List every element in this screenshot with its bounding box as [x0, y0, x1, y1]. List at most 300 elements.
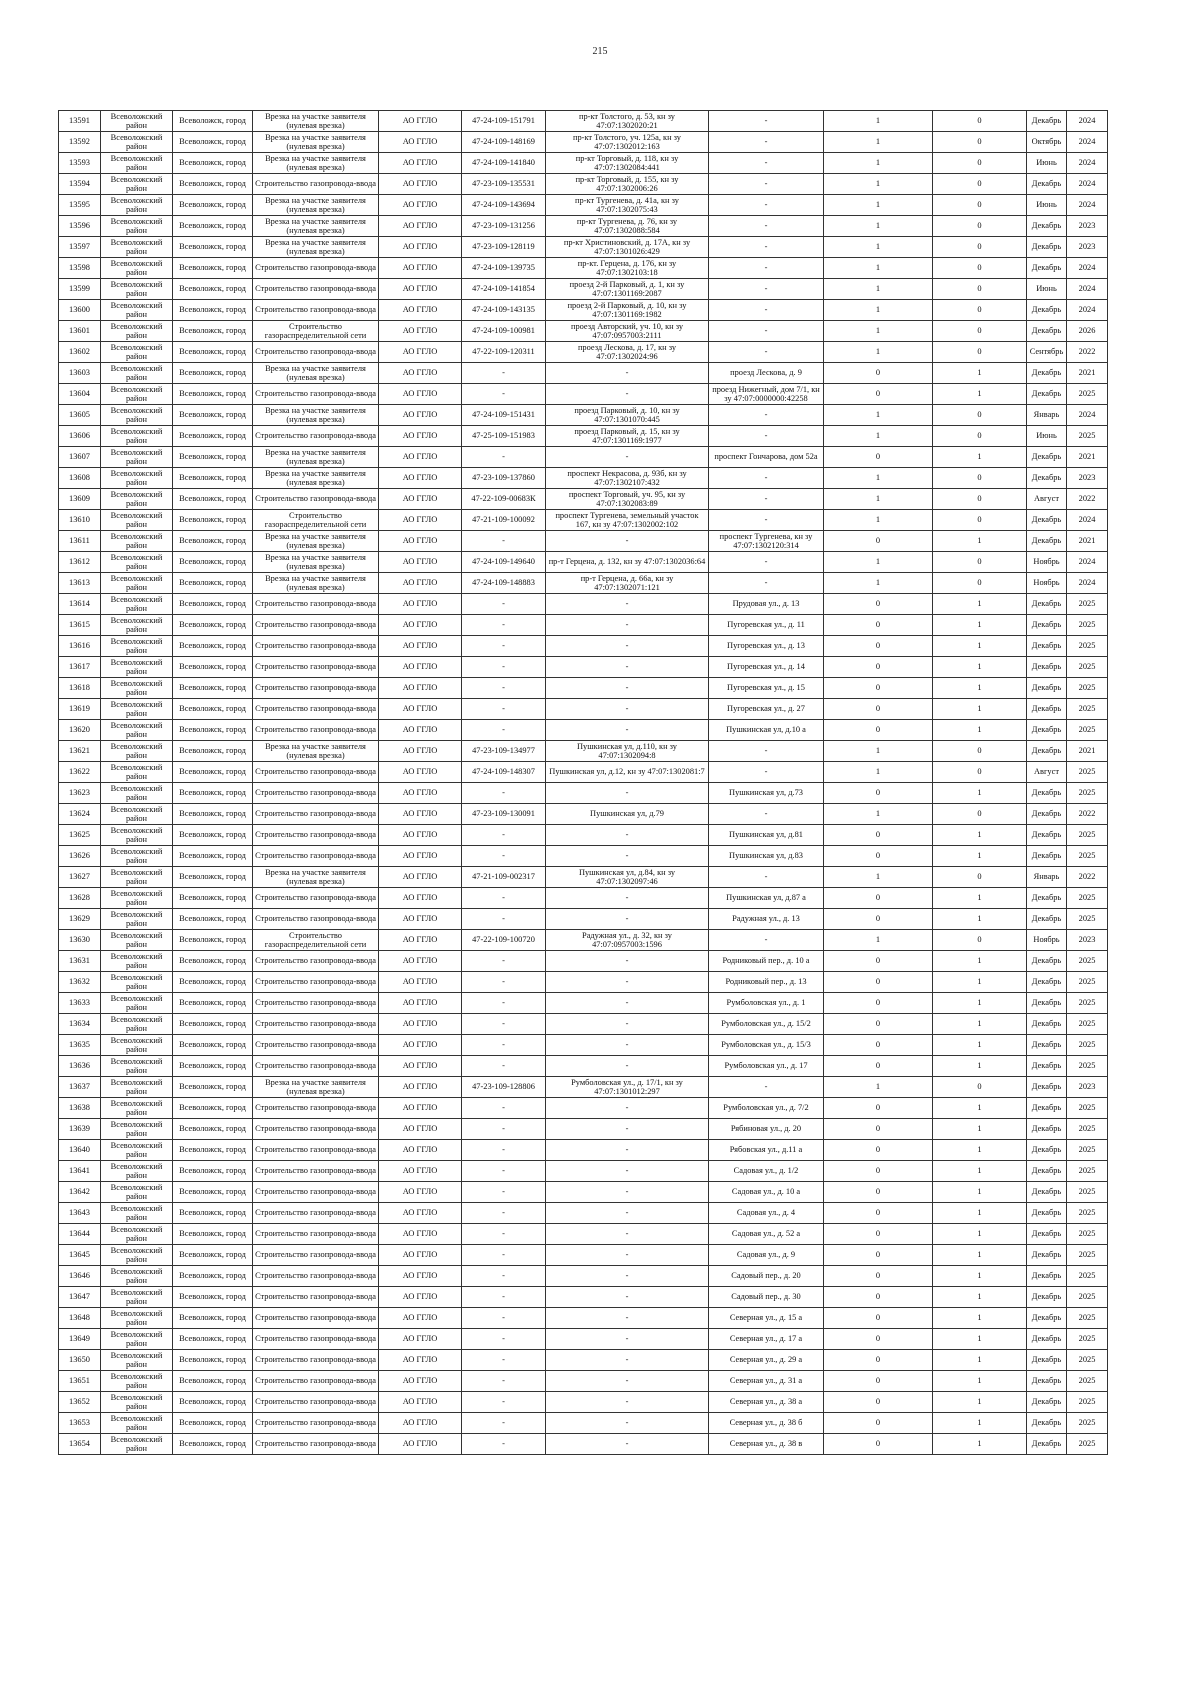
month-cell: Декабрь	[1027, 1056, 1067, 1077]
work-type-cell: Строительство газопровода-ввода	[253, 888, 379, 909]
application-number-cell: -	[462, 1245, 546, 1266]
count-b-cell: 1	[933, 447, 1027, 468]
organization-cell: АО ГГЛО	[379, 1056, 462, 1077]
count-b-cell: 1	[933, 1035, 1027, 1056]
row-number-cell: 13594	[59, 174, 101, 195]
object-address-cell: -	[709, 258, 824, 279]
organization-cell: АО ГГЛО	[379, 783, 462, 804]
object-address-cell: -	[709, 552, 824, 573]
organization-cell: АО ГГЛО	[379, 426, 462, 447]
applicant-address-cell: -	[546, 1140, 709, 1161]
district-cell: Всеволожский район	[101, 1308, 173, 1329]
applicant-address-cell: -	[546, 1329, 709, 1350]
month-cell: Декабрь	[1027, 1350, 1067, 1371]
applicant-address-cell: -	[546, 1371, 709, 1392]
count-b-cell: 1	[933, 1371, 1027, 1392]
applicant-address-cell: пр-кт Торговый, д. 155, кн зу 47:07:1302006:26	[546, 174, 709, 195]
application-number-cell: 47-24-109-151791	[462, 111, 546, 132]
count-b-cell: 0	[933, 804, 1027, 825]
settlement-cell: Всеволожск, город	[173, 636, 253, 657]
application-number-cell: -	[462, 1161, 546, 1182]
object-address-cell: Румболовская ул., д. 15/2	[709, 1014, 824, 1035]
count-a-cell: 1	[824, 132, 933, 153]
settlement-cell: Всеволожск, город	[173, 909, 253, 930]
object-address-cell: Северная ул., д. 31 а	[709, 1371, 824, 1392]
application-number-cell: -	[462, 657, 546, 678]
organization-cell: АО ГГЛО	[379, 1266, 462, 1287]
settlement-cell: Всеволожск, город	[173, 342, 253, 363]
district-cell: Всеволожский район	[101, 1035, 173, 1056]
year-cell: 2021	[1067, 447, 1108, 468]
count-b-cell: 0	[933, 216, 1027, 237]
settlement-cell: Всеволожск, город	[173, 279, 253, 300]
organization-cell: АО ГГЛО	[379, 1203, 462, 1224]
count-b-cell: 0	[933, 489, 1027, 510]
work-type-cell: Строительство газопровода-ввода	[253, 1182, 379, 1203]
applicant-address-cell: Радужная ул., д. 32, кн зу 47:07:0957003:1596	[546, 930, 709, 951]
count-a-cell: 0	[824, 888, 933, 909]
applicant-address-cell: пр-т Герцена, д. 132, кн зу 47:07:1302036:64	[546, 552, 709, 573]
settlement-cell: Всеволожск, город	[173, 1308, 253, 1329]
table-row	[59, 1077, 1108, 1098]
work-type-cell: Строительство газопровода-ввода	[253, 1035, 379, 1056]
organization-cell: АО ГГЛО	[379, 531, 462, 552]
count-a-cell: 1	[824, 552, 933, 573]
table-row	[59, 867, 1108, 888]
settlement-cell: Всеволожск, город	[173, 468, 253, 489]
district-cell: Всеволожский район	[101, 174, 173, 195]
year-cell: 2025	[1067, 1308, 1108, 1329]
organization-cell: АО ГГЛО	[379, 1119, 462, 1140]
application-number-cell: -	[462, 615, 546, 636]
row-number-cell: 13636	[59, 1056, 101, 1077]
table-row	[59, 741, 1108, 762]
settlement-cell: Всеволожск, город	[173, 972, 253, 993]
applicant-address-cell: Пушкинская ул, д.84, кн зу 47:07:1302097:46	[546, 867, 709, 888]
object-address-cell: Прудовая ул., д. 13	[709, 594, 824, 615]
district-cell: Всеволожский район	[101, 972, 173, 993]
district-cell: Всеволожский район	[101, 1161, 173, 1182]
district-cell: Всеволожский район	[101, 1056, 173, 1077]
year-cell: 2025	[1067, 1119, 1108, 1140]
organization-cell: АО ГГЛО	[379, 594, 462, 615]
organization-cell: АО ГГЛО	[379, 405, 462, 426]
object-address-cell: -	[709, 510, 824, 531]
applicant-address-cell: Пушкинская ул, д.12, кн зу 47:07:1302081:7	[546, 762, 709, 783]
work-type-cell: Строительство газопровода-ввода	[253, 1140, 379, 1161]
work-type-cell: Врезка на участке заявителя (нулевая врезка)	[253, 867, 379, 888]
settlement-cell: Всеволожск, город	[173, 594, 253, 615]
year-cell: 2025	[1067, 720, 1108, 741]
table-row	[59, 1350, 1108, 1371]
applicant-address-cell: пр-кт Толстого, уч. 125а, кн зу 47:07:1302012:163	[546, 132, 709, 153]
object-address-cell: проезд Нижегный, дом 7/1, кн зу 47:07:0000000:42258	[709, 384, 824, 405]
settlement-cell: Всеволожск, город	[173, 363, 253, 384]
year-cell: 2024	[1067, 279, 1108, 300]
district-cell: Всеволожский район	[101, 909, 173, 930]
application-number-cell: -	[462, 951, 546, 972]
year-cell: 2024	[1067, 111, 1108, 132]
count-b-cell: 1	[933, 888, 1027, 909]
count-a-cell: 0	[824, 951, 933, 972]
table-row	[59, 678, 1108, 699]
table-row	[59, 1266, 1108, 1287]
work-type-cell: Врезка на участке заявителя (нулевая врезка)	[253, 132, 379, 153]
applicant-address-cell: -	[546, 1182, 709, 1203]
application-number-cell: 47-24-109-139735	[462, 258, 546, 279]
work-type-cell: Строительство газопровода-ввода	[253, 720, 379, 741]
month-cell: Декабрь	[1027, 468, 1067, 489]
district-cell: Всеволожский район	[101, 405, 173, 426]
row-number-cell: 13648	[59, 1308, 101, 1329]
district-cell: Всеволожский район	[101, 363, 173, 384]
month-cell: Декабрь	[1027, 888, 1067, 909]
district-cell: Всеволожский район	[101, 951, 173, 972]
application-number-cell: -	[462, 909, 546, 930]
applicant-address-cell: -	[546, 594, 709, 615]
table-row	[59, 552, 1108, 573]
organization-cell: АО ГГЛО	[379, 321, 462, 342]
application-number-cell: 47-24-109-100981	[462, 321, 546, 342]
count-b-cell: 1	[933, 1350, 1027, 1371]
month-cell: Декабрь	[1027, 678, 1067, 699]
work-type-cell: Врезка на участке заявителя (нулевая врезка)	[253, 552, 379, 573]
application-number-cell: 47-23-109-134977	[462, 741, 546, 762]
application-number-cell: -	[462, 783, 546, 804]
count-a-cell: 0	[824, 825, 933, 846]
year-cell: 2025	[1067, 384, 1108, 405]
row-number-cell: 13629	[59, 909, 101, 930]
work-type-cell: Врезка на участке заявителя (нулевая врезка)	[253, 1077, 379, 1098]
work-type-cell: Строительство газораспределительной сети	[253, 510, 379, 531]
work-type-cell: Строительство газопровода-ввода	[253, 1245, 379, 1266]
work-type-cell: Строительство газопровода-ввода	[253, 993, 379, 1014]
table-row	[59, 1203, 1108, 1224]
organization-cell: АО ГГЛО	[379, 699, 462, 720]
application-number-cell: -	[462, 1119, 546, 1140]
year-cell: 2025	[1067, 1266, 1108, 1287]
district-cell: Всеволожский район	[101, 993, 173, 1014]
month-cell: Декабрь	[1027, 384, 1067, 405]
year-cell: 2024	[1067, 405, 1108, 426]
count-b-cell: 0	[933, 279, 1027, 300]
organization-cell: АО ГГЛО	[379, 657, 462, 678]
organization-cell: АО ГГЛО	[379, 1434, 462, 1455]
applicant-address-cell: проспект Торговый, уч. 95, кн зу 47:07:1302083:89	[546, 489, 709, 510]
month-cell: Декабрь	[1027, 993, 1067, 1014]
district-cell: Всеволожский район	[101, 678, 173, 699]
work-type-cell: Строительство газопровода-ввода	[253, 1098, 379, 1119]
month-cell: Декабрь	[1027, 300, 1067, 321]
applicant-address-cell: -	[546, 888, 709, 909]
month-cell: Декабрь	[1027, 1434, 1067, 1455]
organization-cell: АО ГГЛО	[379, 1371, 462, 1392]
applicant-address-cell: проезд Парковый, д. 10, кн зу 47:07:1301070:445	[546, 405, 709, 426]
count-a-cell: 1	[824, 279, 933, 300]
applicant-address-cell: -	[546, 909, 709, 930]
application-number-cell: 47-25-109-151983	[462, 426, 546, 447]
object-address-cell: Северная ул., д. 38 б	[709, 1413, 824, 1434]
district-cell: Всеволожский район	[101, 636, 173, 657]
year-cell: 2025	[1067, 615, 1108, 636]
table-row	[59, 615, 1108, 636]
table-row	[59, 489, 1108, 510]
work-type-cell: Строительство газопровода-ввода	[253, 1224, 379, 1245]
row-number-cell: 13606	[59, 426, 101, 447]
month-cell: Декабрь	[1027, 594, 1067, 615]
organization-cell: АО ГГЛО	[379, 804, 462, 825]
object-address-cell: Садовая ул., д. 1/2	[709, 1161, 824, 1182]
month-cell: Декабрь	[1027, 825, 1067, 846]
applicant-address-cell: -	[546, 1056, 709, 1077]
count-a-cell: 1	[824, 510, 933, 531]
month-cell: Октябрь	[1027, 132, 1067, 153]
object-address-cell: -	[709, 279, 824, 300]
applicant-address-cell: -	[546, 699, 709, 720]
application-number-cell: 47-24-109-143694	[462, 195, 546, 216]
count-b-cell: 0	[933, 111, 1027, 132]
row-number-cell: 13640	[59, 1140, 101, 1161]
object-address-cell: -	[709, 930, 824, 951]
month-cell: Декабрь	[1027, 699, 1067, 720]
organization-cell: АО ГГЛО	[379, 741, 462, 762]
year-cell: 2021	[1067, 741, 1108, 762]
month-cell: Декабрь	[1027, 1371, 1067, 1392]
count-a-cell: 0	[824, 993, 933, 1014]
organization-cell: АО ГГЛО	[379, 951, 462, 972]
month-cell: Ноябрь	[1027, 573, 1067, 594]
object-address-cell: Румболовская ул., д. 17	[709, 1056, 824, 1077]
application-number-cell: -	[462, 1392, 546, 1413]
application-number-cell: -	[462, 1413, 546, 1434]
application-number-cell: -	[462, 888, 546, 909]
count-a-cell: 0	[824, 1266, 933, 1287]
object-address-cell: Пугоревская ул., д. 13	[709, 636, 824, 657]
organization-cell: АО ГГЛО	[379, 1224, 462, 1245]
work-type-cell: Строительство газопровода-ввода	[253, 762, 379, 783]
object-address-cell: Рябовская ул., д.11 а	[709, 1140, 824, 1161]
district-cell: Всеволожский район	[101, 1350, 173, 1371]
application-number-cell: -	[462, 1140, 546, 1161]
row-number-cell: 13634	[59, 1014, 101, 1035]
object-address-cell: Румболовская ул., д. 15/3	[709, 1035, 824, 1056]
table-row	[59, 636, 1108, 657]
month-cell: Декабрь	[1027, 1035, 1067, 1056]
application-number-cell: 47-23-109-128806	[462, 1077, 546, 1098]
count-b-cell: 0	[933, 468, 1027, 489]
work-type-cell: Строительство газопровода-ввода	[253, 783, 379, 804]
table-row	[59, 594, 1108, 615]
settlement-cell: Всеволожск, город	[173, 1371, 253, 1392]
work-type-cell: Строительство газопровода-ввода	[253, 846, 379, 867]
count-b-cell: 1	[933, 1266, 1027, 1287]
settlement-cell: Всеволожск, город	[173, 1392, 253, 1413]
year-cell: 2025	[1067, 1371, 1108, 1392]
year-cell: 2021	[1067, 531, 1108, 552]
row-number-cell: 13628	[59, 888, 101, 909]
applicant-address-cell: -	[546, 615, 709, 636]
year-cell: 2024	[1067, 174, 1108, 195]
count-b-cell: 1	[933, 678, 1027, 699]
work-type-cell: Строительство газопровода-ввода	[253, 636, 379, 657]
count-a-cell: 1	[824, 258, 933, 279]
settlement-cell: Всеволожск, город	[173, 531, 253, 552]
month-cell: Декабрь	[1027, 363, 1067, 384]
row-number-cell: 13641	[59, 1161, 101, 1182]
district-cell: Всеволожский район	[101, 762, 173, 783]
row-number-cell: 13592	[59, 132, 101, 153]
row-number-cell: 13605	[59, 405, 101, 426]
work-type-cell: Врезка на участке заявителя (нулевая врезка)	[253, 363, 379, 384]
application-number-cell: -	[462, 1098, 546, 1119]
row-number-cell: 13609	[59, 489, 101, 510]
year-cell: 2025	[1067, 1056, 1108, 1077]
organization-cell: АО ГГЛО	[379, 132, 462, 153]
work-type-cell: Врезка на участке заявителя (нулевая врезка)	[253, 153, 379, 174]
organization-cell: АО ГГЛО	[379, 468, 462, 489]
work-type-cell: Врезка на участке заявителя (нулевая врезка)	[253, 237, 379, 258]
count-a-cell: 1	[824, 489, 933, 510]
work-type-cell: Строительство газопровода-ввода	[253, 1266, 379, 1287]
district-cell: Всеволожский район	[101, 867, 173, 888]
organization-cell: АО ГГЛО	[379, 1035, 462, 1056]
month-cell: Декабрь	[1027, 1077, 1067, 1098]
application-number-cell: 47-23-109-128119	[462, 237, 546, 258]
settlement-cell: Всеволожск, город	[173, 1014, 253, 1035]
table-row	[59, 447, 1108, 468]
work-type-cell: Строительство газопровода-ввода	[253, 1203, 379, 1224]
settlement-cell: Всеволожск, город	[173, 846, 253, 867]
application-number-cell: -	[462, 1224, 546, 1245]
table-row	[59, 1329, 1108, 1350]
count-b-cell: 1	[933, 1434, 1027, 1455]
organization-cell: АО ГГЛО	[379, 573, 462, 594]
object-address-cell: Северная ул., д. 38 в	[709, 1434, 824, 1455]
count-a-cell: 0	[824, 678, 933, 699]
count-b-cell: 1	[933, 1056, 1027, 1077]
count-b-cell: 1	[933, 1224, 1027, 1245]
count-b-cell: 0	[933, 552, 1027, 573]
application-number-cell: -	[462, 1308, 546, 1329]
year-cell: 2025	[1067, 1098, 1108, 1119]
district-cell: Всеволожский район	[101, 132, 173, 153]
object-address-cell: проспект Тургенева, кн зу 47:07:1302120:314	[709, 531, 824, 552]
count-a-cell: 0	[824, 699, 933, 720]
count-a-cell: 1	[824, 468, 933, 489]
month-cell: Декабрь	[1027, 1203, 1067, 1224]
year-cell: 2025	[1067, 678, 1108, 699]
row-number-cell: 13647	[59, 1287, 101, 1308]
object-address-cell: -	[709, 468, 824, 489]
work-type-cell: Врезка на участке заявителя (нулевая врезка)	[253, 111, 379, 132]
year-cell: 2023	[1067, 468, 1108, 489]
table-row	[59, 1434, 1108, 1455]
month-cell: Декабрь	[1027, 216, 1067, 237]
year-cell: 2025	[1067, 1161, 1108, 1182]
applicant-address-cell: пр-кт Торговый, д. 118, кн зу 47:07:1302084:441	[546, 153, 709, 174]
object-address-cell: Пугоревская ул., д. 14	[709, 657, 824, 678]
applicant-address-cell: -	[546, 447, 709, 468]
object-address-cell: Пугоревская ул., д. 11	[709, 615, 824, 636]
applicant-address-cell: -	[546, 1245, 709, 1266]
applicant-address-cell: пр-кт Толстого, д. 53, кн зу 47:07:1302020:21	[546, 111, 709, 132]
count-b-cell: 0	[933, 741, 1027, 762]
applicant-address-cell: -	[546, 1014, 709, 1035]
month-cell: Август	[1027, 762, 1067, 783]
work-type-cell: Строительство газопровода-ввода	[253, 594, 379, 615]
organization-cell: АО ГГЛО	[379, 1140, 462, 1161]
application-number-cell: -	[462, 1266, 546, 1287]
application-number-cell: 47-22-109-00683К	[462, 489, 546, 510]
table-row	[59, 111, 1108, 132]
row-number-cell: 13604	[59, 384, 101, 405]
district-cell: Всеволожский район	[101, 888, 173, 909]
applicant-address-cell: проспект Некрасова, д. 93б, кн зу 47:07:1302107:432	[546, 468, 709, 489]
object-address-cell: -	[709, 237, 824, 258]
organization-cell: АО ГГЛО	[379, 510, 462, 531]
organization-cell: АО ГГЛО	[379, 1077, 462, 1098]
object-address-cell: -	[709, 132, 824, 153]
count-a-cell: 1	[824, 1077, 933, 1098]
month-cell: Декабрь	[1027, 1266, 1067, 1287]
count-a-cell: 0	[824, 447, 933, 468]
table-row	[59, 279, 1108, 300]
applicant-address-cell: пр-кт Христиновский, д. 17А, кн зу 47:07:1301026:429	[546, 237, 709, 258]
organization-cell: АО ГГЛО	[379, 363, 462, 384]
district-cell: Всеволожский район	[101, 426, 173, 447]
applicant-address-cell: -	[546, 825, 709, 846]
table-row	[59, 363, 1108, 384]
work-type-cell: Врезка на участке заявителя (нулевая врезка)	[253, 447, 379, 468]
count-b-cell: 1	[933, 1287, 1027, 1308]
applicant-address-cell: пр-кт Тургенева, д. 41а, кн зу 47:07:1302075:43	[546, 195, 709, 216]
count-b-cell: 1	[933, 825, 1027, 846]
count-a-cell: 0	[824, 720, 933, 741]
organization-cell: АО ГГЛО	[379, 1245, 462, 1266]
count-a-cell: 0	[824, 1371, 933, 1392]
table-row	[59, 1056, 1108, 1077]
month-cell: Декабрь	[1027, 1413, 1067, 1434]
application-number-cell: -	[462, 1350, 546, 1371]
application-number-cell: -	[462, 720, 546, 741]
count-b-cell: 0	[933, 867, 1027, 888]
object-address-cell: проезд Лескова, д. 9	[709, 363, 824, 384]
table-row	[59, 993, 1108, 1014]
organization-cell: АО ГГЛО	[379, 216, 462, 237]
work-type-cell: Строительство газопровода-ввода	[253, 657, 379, 678]
district-cell: Всеволожский район	[101, 1140, 173, 1161]
year-cell: 2024	[1067, 552, 1108, 573]
count-a-cell: 0	[824, 531, 933, 552]
organization-cell: АО ГГЛО	[379, 153, 462, 174]
settlement-cell: Всеволожск, город	[173, 489, 253, 510]
table-row	[59, 237, 1108, 258]
work-type-cell: Строительство газопровода-ввода	[253, 489, 379, 510]
table-row	[59, 888, 1108, 909]
table-row	[59, 720, 1108, 741]
count-a-cell: 0	[824, 846, 933, 867]
applicant-address-cell: проезд 2-й Парковый, д. 10, кн зу 47:07:1301169:1982	[546, 300, 709, 321]
row-number-cell: 13632	[59, 972, 101, 993]
count-b-cell: 1	[933, 1413, 1027, 1434]
table-row	[59, 1098, 1108, 1119]
count-b-cell: 0	[933, 132, 1027, 153]
month-cell: Декабрь	[1027, 237, 1067, 258]
work-type-cell: Строительство газопровода-ввода	[253, 279, 379, 300]
application-number-cell: 47-23-109-130091	[462, 804, 546, 825]
row-number-cell: 13601	[59, 321, 101, 342]
organization-cell: АО ГГЛО	[379, 867, 462, 888]
